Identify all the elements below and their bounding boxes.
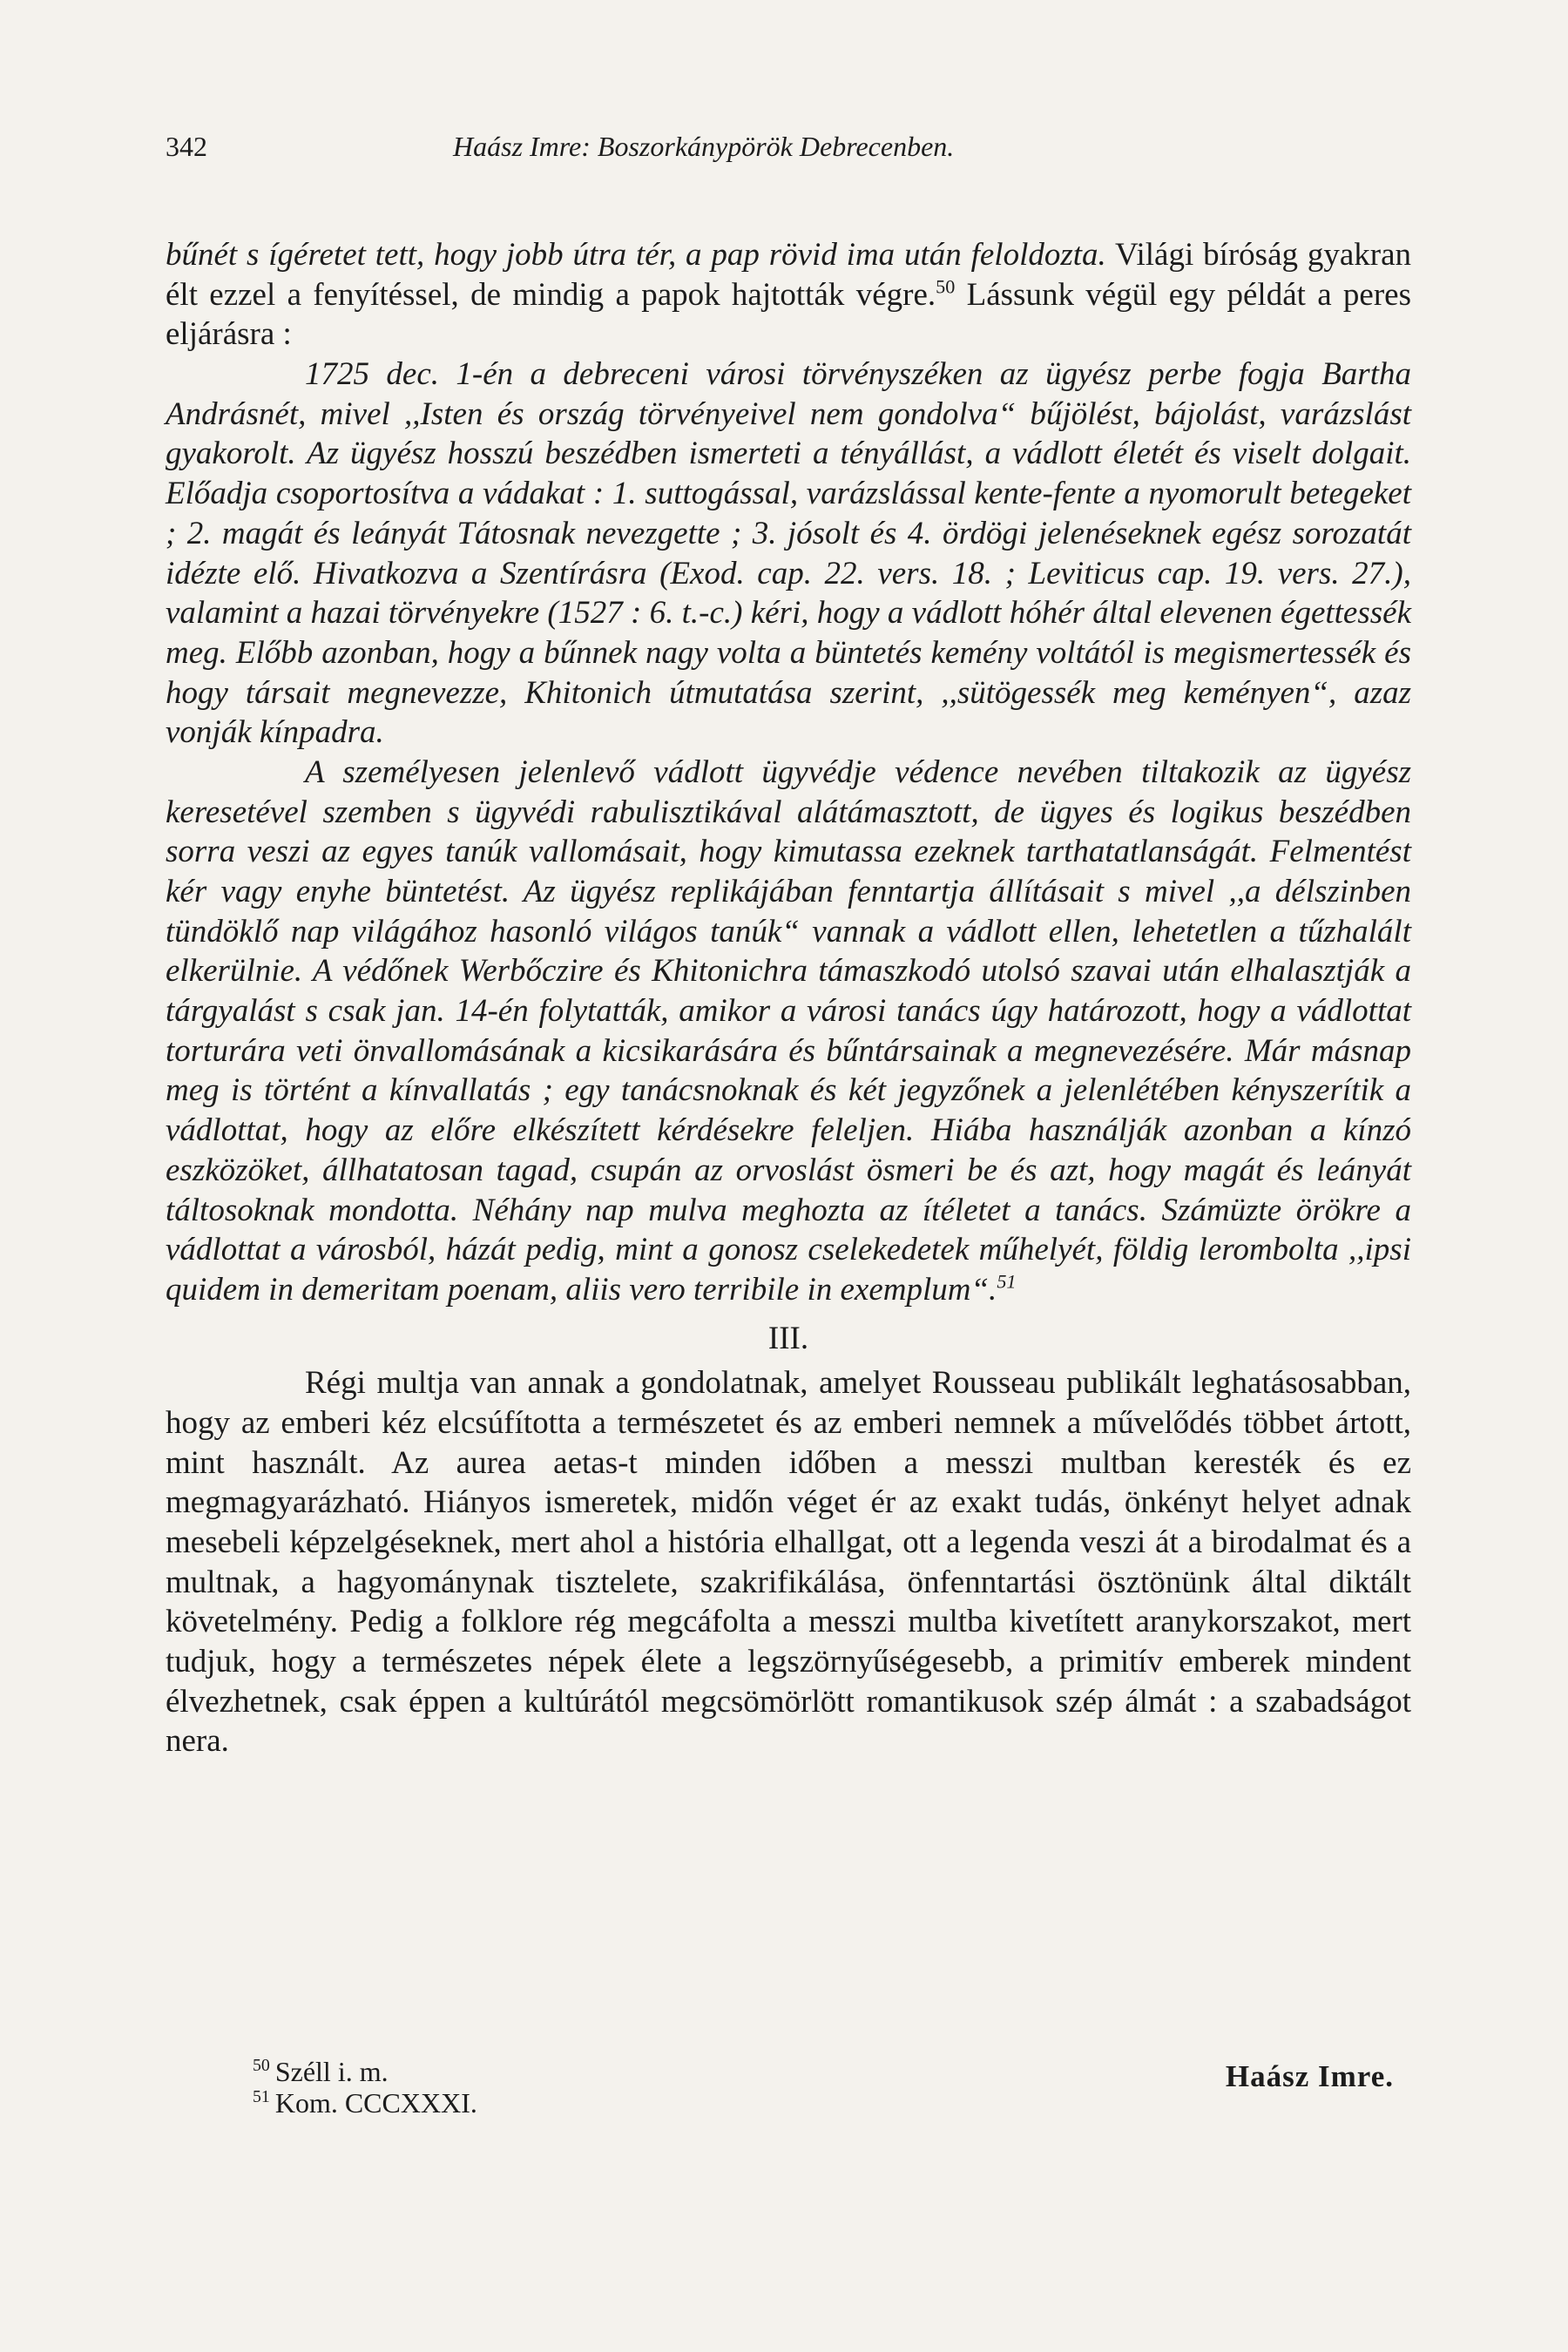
footnote-51 (253, 2087, 477, 2119)
footnotes-area (166, 2056, 1411, 2152)
section-heading: III. (767, 1320, 809, 1356)
footnote-ref-50: 50 (936, 275, 956, 298)
running-title: Haász Imre: Boszorkánypörök Debrecenben. (453, 131, 955, 162)
page-body (166, 235, 1411, 1761)
sentence-secular-court: Világi bíróság gyakran élt ezzel a fenyítéssel, de mindig a papok hajtották végre. (166, 237, 1411, 313)
footnote-number: 50 (253, 2056, 270, 2076)
page-number: 342 (166, 131, 207, 162)
author-signature: Haász Imre. (1225, 2059, 1394, 2093)
paragraph-golden-age: Régi multja van annak a gondolatnak, amelyet Rousseau publikált leghatásosabban, hogy az emberi kéz elcsúfította a természetet és az emberi nemnek a művelődés többet ártott, mint használt. Az aurea aetas-t minden időben a messzi multban keresték és ez megmagyarázható. Hiányos ismeretek, midőn véget ér az exakt tudás, önkényt helyet adnak mesebeli képzelgéseknek, mert ahol a história elhallgat, ott a legenda veszi át a birodalmat és a multnak, a hagyománynak tisztelete, szakrifikálása, önfenntartási ösztönünk által diktált követelmény. Pedig a folklore rég megcáfolta a messzi multba kivetített aranykorszakot, mert tudjuk, hogy a természetes népek élete a legszörnyűségesebb, a primitív emberek mindent élvezhetnek, csak éppen a kultúrától megcsömörlött romantikusok szép álmát : a szabadságot nera. (166, 1365, 1411, 1760)
footnote-50 (253, 2056, 389, 2087)
footnote-ref-51: 51 (997, 1270, 1017, 1293)
footnote-text: Széll i. m. (274, 2056, 389, 2087)
footnote-text: Kom. CCCXXXI. (274, 2087, 477, 2119)
paragraph-trial-case: 1725 dec. 1-én a debreceni városi törvényszéken az ügyész perbe fogja Bartha Andrásnét, mivel ,,Isten és ország törvényeivel nem gondolva“ bűjölést, bájolást, varázslást gyakorolt. Az ügyész hosszú beszédben ismerteti a tényállást, a vádlott életét és viselt dolgait. Előadja csoportosítva a vádakat : 1. suttogással, varázslással kente-fente a nyomorult betegeket ; 2. magát és leányát Tátosnak nevezgette ; 3. jósolt és 4. ördögi jelenéseknek egész sorozatát idézte elő. Hivatkozva a Szentírásra (Exod. cap. 22. vers. 18. ; Leviticus cap. 19. vers. 27.), valamint a hazai törvényekre (1527 : 6. t.-c.) kéri, hogy a vádlott hóhér által elevenen égettessék meg. Előbb azonban, hogy a bűnnek nagy volta a büntetés kemény voltától is megismertessék és hogy társait megnevezze, Khitonich útmutatása szerint, ,,sütögessék meg keményen“, azaz vonják kínpadra. (166, 356, 1411, 751)
verdict-text: A személyesen jelenlevő vádlott ügyvédje védence nevében tiltakozik az ügyész keresetével szemben s ügyvédi rabulisztikával alátámasztott, de ügyes és logikus beszédben sorra veszi az egyes tanúk vallomásait, hogy kimutassa ezeknek tarthatatlanságát. Felmentést kér vagy enyhe büntetést. Az ügyész replikájában fenntartja állításait s mivel ,,a délszinben tündöklő nap világához hasonló világos tanúk“ vannak a vádlott ellen, lehetetlen a tűzhalált elkerülnie. A védőnek Werbőczire és Khitonichra támaszkodó utolsó szavai után elhalasztják a tárgyalást s csak jan. 14-én folytatták, amikor a városi tanács úgy határozott, hogy a vádlottat torturára veti önvallomásának a kicsikarására és bűntársainak a megnevezésére. Már másnap meg is történt a kínvallatás ; egy tanácsnoknak és két jegyzőnek a jelenlétében kényszerítik a vádlottat, hogy az előre elkészített kérdésekre feleljen. Hiába használják azonban a kínzó eszközöket, állhatatosan tagad, csupán az orvoslást ösmeri be és azt, hogy magát és leányát táltosoknak mondotta. Néhány nap mulva meghozta az ítéletet a tanács. Számüzte örökre a vádlottat a városból, házát pedig, mint a gonosz cselekedetek műhelyét, földig lerombolta ,,ipsi quidem in demeritam poenam, aliis vero terribile in exemplum“. (166, 754, 1411, 1308)
paragraph-continuation (166, 235, 1411, 355)
sentence-absolution: bűnét s ígéretet tett, hogy jobb útra tér, a pap rövid ima után feloldozta. (166, 237, 1106, 273)
paragraph-defense-verdict (166, 753, 1411, 1310)
sentence-example-intro: Lássunk végül egy példát a peres eljárásra : (166, 276, 1411, 353)
footnote-number: 51 (253, 2087, 270, 2107)
page-header (166, 131, 1411, 174)
